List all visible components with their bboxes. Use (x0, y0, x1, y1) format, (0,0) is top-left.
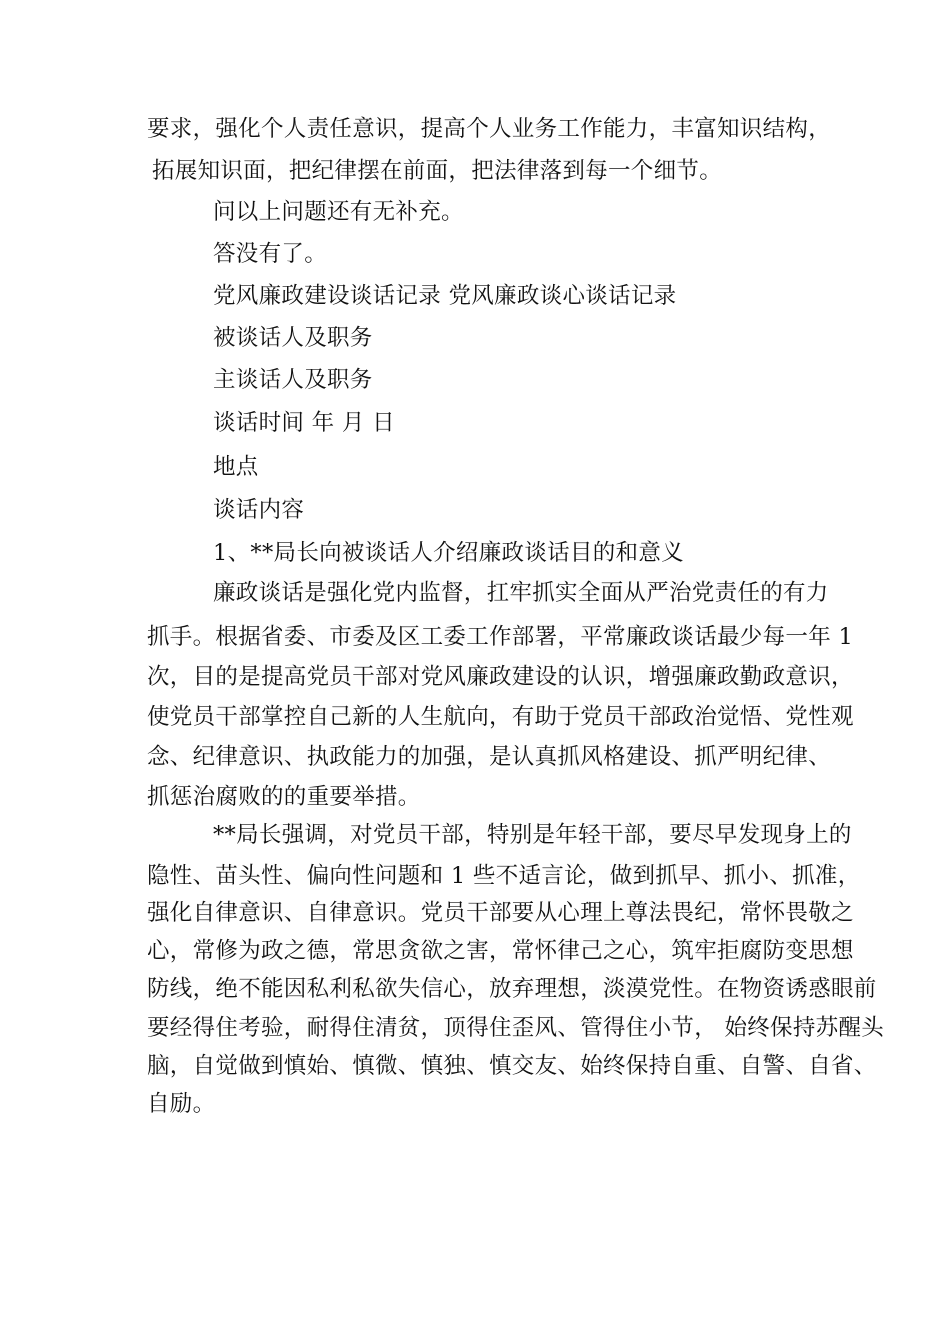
text-line: 念、纪律意识、执政能力的加强，是认真抓风格建设、抓严明纪律、 (147, 744, 832, 770)
text-line: 心，常修为政之德，常思贪欲之害，常怀律己之心，筑牢拒腐防变思想 (147, 938, 854, 964)
text-line: 次，目的是提高党员干部对党风廉政建设的认识，增强廉政勤政意识， (147, 664, 854, 690)
text-line: 问以上问题还有无补充。 (213, 199, 464, 225)
text-line: 要求，强化个人责任意识，提高个人业务工作能力，丰富知识结构， (147, 116, 832, 142)
text-line: **局长强调，对党员干部，特别是年轻干部，要尽早发现身上的 (213, 822, 852, 848)
text-line: 抓手。根据省委、市委及区工委工作部署，平常廉政谈话最少每一年 1 (147, 624, 854, 650)
text-line: 脑，自觉做到慎始、慎微、慎独、慎交友、始终保持自重、自警、自省、 (147, 1053, 877, 1079)
text-line: 廉政谈话是强化党内监督，扛牢抓实全面从严治党责任的有力 (213, 580, 829, 606)
text-line: 谈话时间 年 月 日 (213, 410, 395, 436)
text-line: 要经得住考验，耐得住清贫，顶得住歪风、管得住小节， 始终保持苏醒头 (147, 1015, 885, 1041)
text-line: 主谈话人及职务 (213, 367, 373, 393)
text-line: 被谈话人及职务 (213, 325, 373, 351)
text-line: 答没有了。 (213, 241, 328, 267)
text-line: 1、**局长向被谈话人介绍廉政谈话目的和意义 (213, 540, 684, 566)
text-line: 隐性、苗头性、偏向性问题和 1 些不适言论，做到抓早、抓小、抓准， (147, 863, 861, 889)
text-line: 自励。 (147, 1091, 216, 1117)
text-line: 使党员干部掌控自己新的人生航向，有助于党员干部政治觉悟、党性观 (147, 704, 854, 730)
text-line: 谈话内容 (213, 497, 305, 523)
text-line: 地点 (213, 454, 259, 480)
text-line: 党风廉政建设谈话记录 党风廉政谈心谈话记录 (213, 283, 677, 309)
text-line: 拓展知识面，把纪律摆在前面，把法律落到每一个细节。 (152, 158, 723, 184)
text-line: 抓惩治腐败的的重要举措。 (147, 784, 421, 810)
text-line: 强化自律意识、自律意识。党员干部要从心理上尊法畏纪，常怀畏敬之 (147, 900, 854, 926)
text-line: 防线，绝不能因私利私欲失信心，放弃理想，淡漠党性。在物资诱惑眼前 (147, 976, 877, 1002)
